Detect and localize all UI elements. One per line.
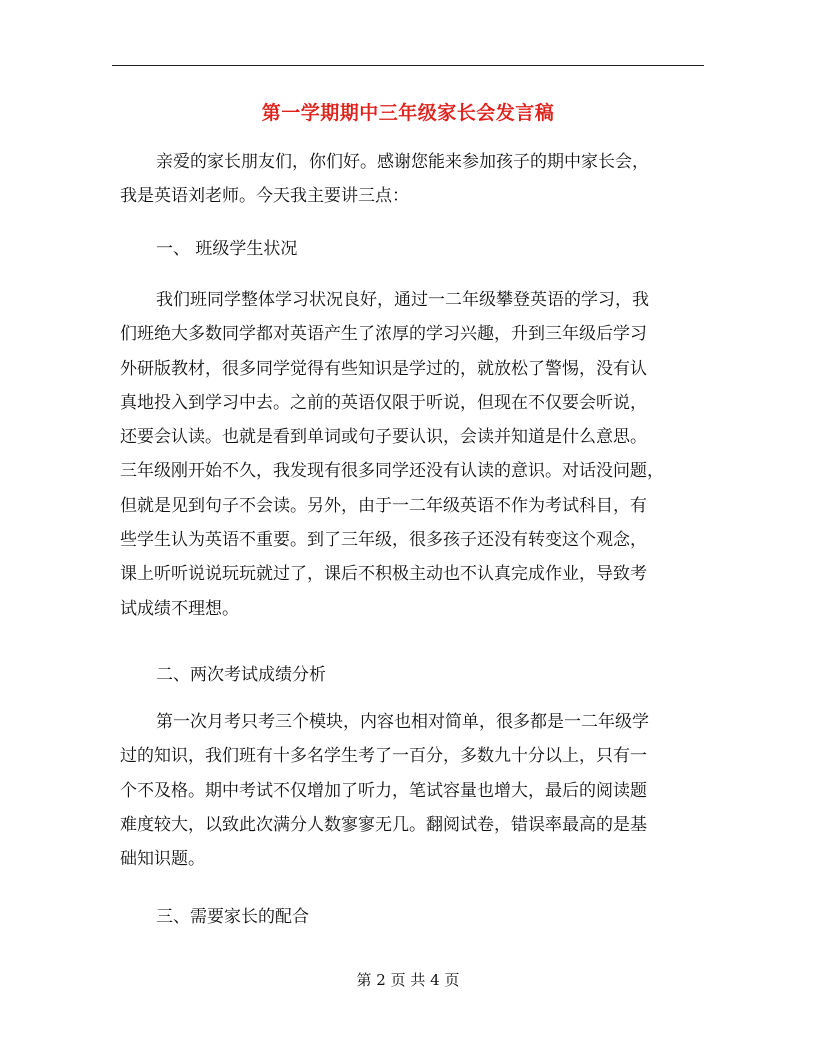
page-number: 第 2 页 共 4 页: [356, 971, 460, 989]
section-2-heading: 二、两次考试成绩分析: [156, 665, 326, 685]
text-line: 我是英语刘老师。今天我主要讲三点：: [120, 186, 409, 207]
section-1-heading: 一、 班级学生状况: [156, 239, 298, 259]
intro-paragraph: [120, 145, 698, 214]
text-line: 课上听听说说玩玩就过了，课后不积极主动也不认真完成作业，导致考: [120, 564, 647, 585]
text-line: 过的知识，我们班有十多名学生考了一百分，多数九十分以上，只有一: [120, 746, 647, 767]
section-3-heading: 三、需要家长的配合: [156, 907, 309, 927]
text-line: 还要会认读。也就是看到单词或句子要认识，会读并知道是什么意思。: [120, 427, 647, 448]
text-line: 真地投入到学习中去。之前的英语仅限于听说，但现在不仅要会听说，: [120, 392, 647, 413]
text-line: 们班绝大多数同学都对英语产生了浓厚的学习兴趣，升到三年级后学习: [120, 324, 647, 345]
text-line: 亲爱的家长朋友们，你们好。感谢您能来参加孩子的期中家长会，: [156, 152, 649, 172]
document-title: 第一学期期中三年级家长会发言稿: [261, 102, 555, 124]
text-line: 但就是见到句子不会读。另外，由于一二年级英语不作为考试科目，有: [120, 495, 647, 516]
text-line: 试成绩不理想。: [120, 598, 239, 619]
text-line: 些学生认为英语不重要。到了三年级，很多孩子还没有转变这个观念，: [120, 530, 647, 551]
text-line: 个不及格。期中考试不仅增加了听力，笔试容量也增大，最后的阅读题: [120, 780, 647, 801]
text-line: 我们班同学整体学习状况良好，通过一二年级攀登英语的学习，我: [156, 290, 649, 310]
text-line: 外研版教材，很多同学觉得有些知识是学过的，就放松了警惕，没有认: [120, 358, 647, 379]
text-line: 第一次月考只考三个模块，内容也相对简单，很多都是一二年级学: [156, 712, 649, 732]
text-line: 难度较大，以致此次满分人数寥寥无几。翻阅试卷，错误率最高的是基: [120, 814, 647, 835]
section-1-paragraph: [120, 283, 698, 626]
text-line: 础知识题。: [120, 849, 205, 870]
section-2-paragraph: [120, 705, 698, 876]
text-line: 三年级刚开始不久，我发现有很多同学还没有认读的意识。对话没问题，: [120, 461, 664, 482]
header-rule: [112, 65, 704, 66]
